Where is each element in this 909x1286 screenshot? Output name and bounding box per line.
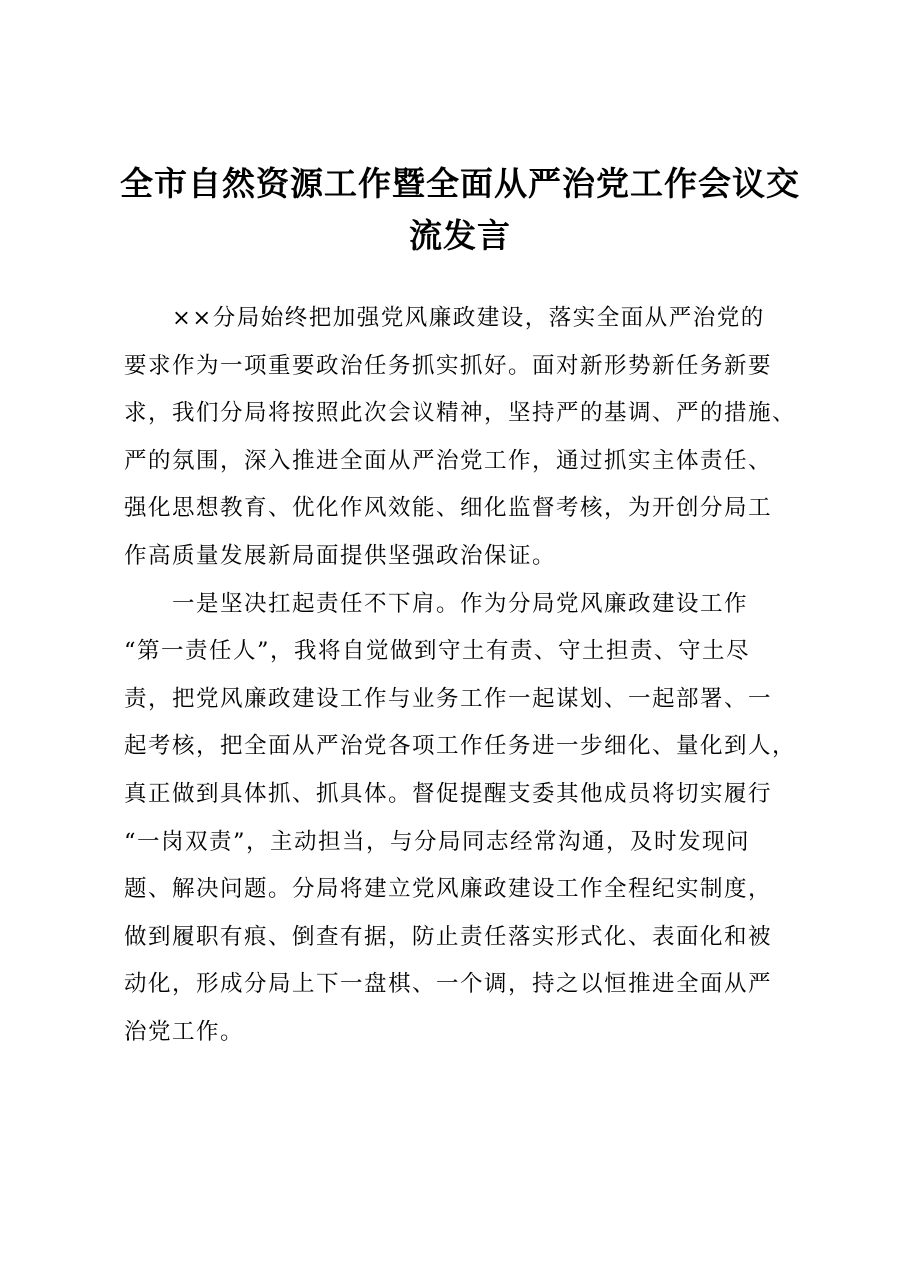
paragraph-line: 题、解决问题。分局将建立党风廉政建设工作全程纪实制度，	[124, 876, 773, 903]
paragraph-line: 求，我们分局将按照此次会议精神，坚持严的基调、严的措施、	[124, 400, 797, 427]
paragraph-responsibility	[124, 581, 804, 1057]
paragraph-line: 做到履职有痕、倒查有据，防止责任落实形式化、表面化和被	[124, 923, 773, 950]
paragraph-line: 强化思想教育、优化作风效能、细化监督考核，为开创分局工	[124, 495, 773, 522]
title-line: 流发言	[409, 216, 511, 255]
paragraph-line: 一是坚决扛起责任不下肩。作为分局党风廉政建设工作	[172, 590, 749, 617]
title-line: 全市自然资源工作暨全面从严治党工作会议交	[120, 164, 800, 203]
paragraph-line: 责，把党风廉政建设工作与业务工作一起谋划、一起部署、一	[124, 685, 773, 712]
document-title	[120, 158, 800, 262]
paragraph-line: “第一责任人”，我将自觉做到守土有责、守土担责、守土尽	[124, 638, 751, 665]
paragraph-line: 作高质量发展新局面提供坚强政治保证。	[124, 542, 557, 569]
paragraph-line: 要求作为一项重要政治任务抓实抓好。面对新形势新任务新要	[124, 352, 773, 379]
paragraph-line: 动化，形成分局上下一盘棋、一个调，持之以恒推进全面从严	[124, 971, 773, 998]
paragraph-line: 起考核，把全面从严治党各项工作任务进一步细化、量化到人，	[124, 733, 797, 760]
paragraph-line: ××分局始终把加强党风廉政建设，落实全面从严治党的	[172, 305, 765, 331]
paragraph-line: 治党工作。	[124, 1018, 245, 1045]
paragraph-line: “一岗双责”，主动担当，与分局同志经常沟通，及时发现问	[124, 828, 751, 855]
document-body	[124, 295, 804, 1057]
paragraph-intro	[124, 295, 804, 581]
paragraph-line: 严的氛围，深入推进全面从严治党工作，通过抓实主体责任、	[124, 447, 773, 474]
paragraph-line: 真正做到具体抓、抓具体。督促提醒支委其他成员将切实履行	[124, 780, 773, 807]
